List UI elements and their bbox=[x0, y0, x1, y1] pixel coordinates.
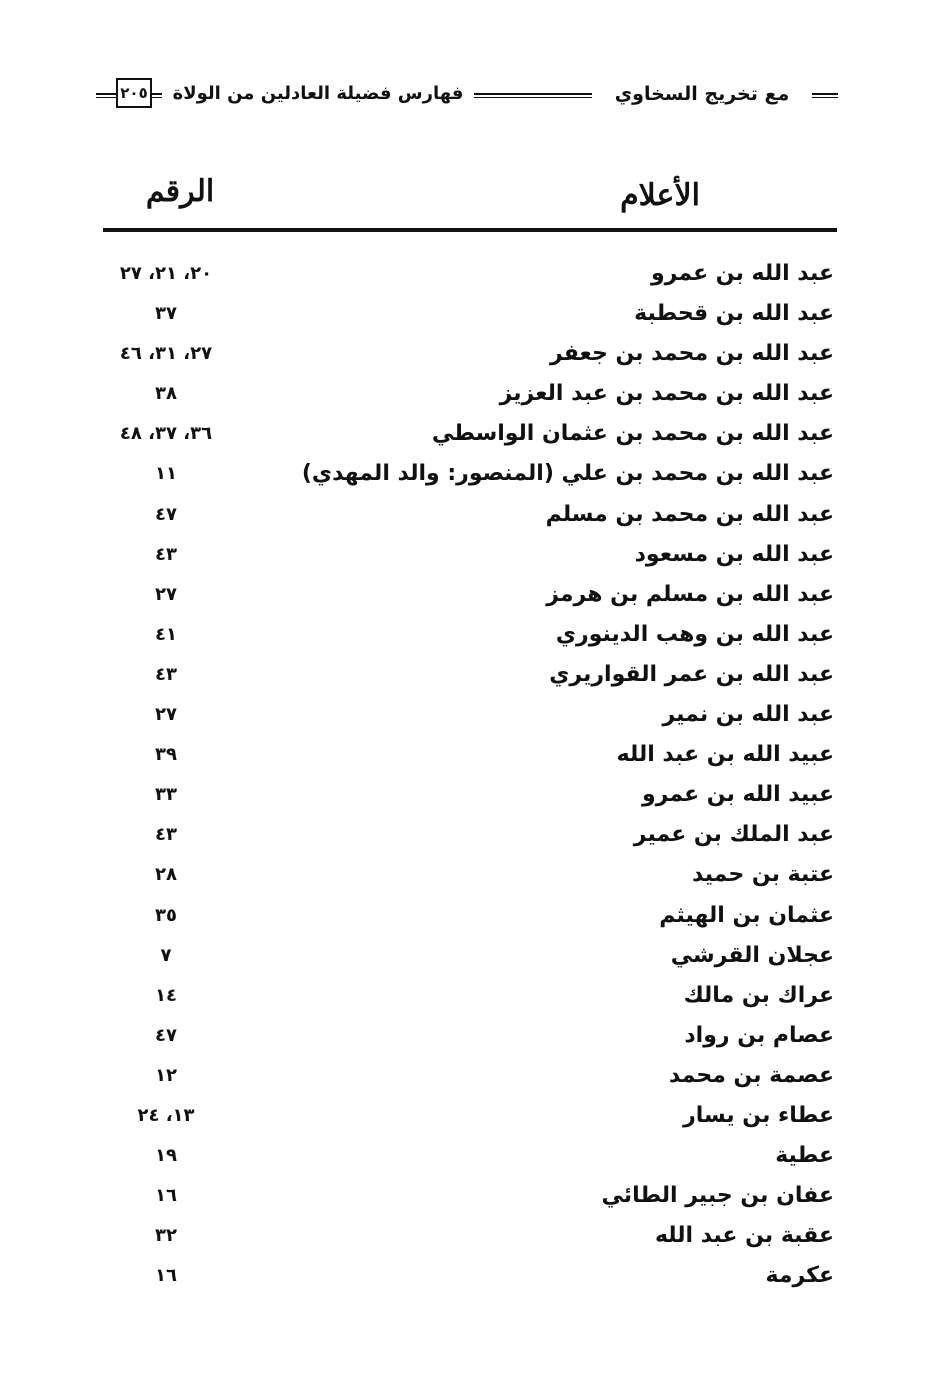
index-row bbox=[96, 575, 838, 615]
entry-name: عبد الله بن محمد بن عبد العزيز bbox=[499, 381, 834, 407]
entry-pages: ٤٧ bbox=[155, 503, 177, 525]
entry-pages: ٤٧ bbox=[155, 1024, 177, 1046]
entry-name: عبد الله بن محمد بن جعفر bbox=[550, 341, 834, 367]
entry-pages: ١٩ bbox=[155, 1145, 177, 1167]
header-rule bbox=[96, 93, 116, 98]
entry-name: عكرمة bbox=[765, 1263, 834, 1289]
entry-name: عبد الله بن مسلم بن هرمز bbox=[546, 581, 834, 607]
entry-name: عصمة بن محمد bbox=[668, 1062, 834, 1088]
index-row bbox=[96, 655, 838, 695]
entry-pages: ٤٣ bbox=[155, 824, 177, 846]
index-row bbox=[96, 1016, 838, 1056]
book-title: مع تخريج السخاوي bbox=[614, 83, 790, 105]
header-rule bbox=[474, 93, 592, 98]
entry-name: عقبة بن عبد الله bbox=[654, 1223, 834, 1249]
entry-name: عجلان القرشي bbox=[670, 942, 834, 968]
names-column-heading: الأعلام bbox=[620, 178, 700, 213]
entry-pages: ١٦ bbox=[155, 1265, 177, 1287]
index-row bbox=[96, 374, 838, 414]
entry-pages: ٢٠، ٢١، ٢٧ bbox=[119, 263, 213, 284]
entry-pages: ١١ bbox=[155, 463, 177, 485]
index-row bbox=[96, 294, 838, 334]
index-row bbox=[96, 615, 838, 655]
index-row bbox=[96, 775, 838, 815]
index-row bbox=[96, 1176, 838, 1216]
entry-pages: ٣٨ bbox=[155, 383, 177, 405]
entry-name: عبد الله بن محمد بن مسلم bbox=[545, 501, 834, 527]
entry-pages: ٢٧ bbox=[155, 704, 177, 726]
entry-pages: ٣٢ bbox=[155, 1225, 177, 1247]
page-number: ٢٠٥ bbox=[116, 78, 152, 108]
entry-name: عبد الملك بن عمير bbox=[633, 822, 834, 848]
index-row bbox=[96, 1216, 838, 1256]
pages-column-heading: الرقم bbox=[145, 174, 215, 209]
entry-name: عبد الله بن قحطبة bbox=[634, 301, 834, 327]
index-row bbox=[96, 735, 838, 775]
entry-name: عبد الله بن محمد بن علي (المنصور: والد المهدي) bbox=[301, 461, 834, 487]
entry-name: عبد الله بن وهب الدينوري bbox=[555, 621, 834, 647]
entry-name: عبد الله بن عمرو bbox=[650, 261, 834, 286]
header-rule bbox=[812, 93, 838, 98]
entry-pages: ٧ bbox=[160, 944, 172, 966]
entry-name: عطاء بن يسار bbox=[683, 1102, 834, 1128]
entry-name: عبد الله بن عمر القواريري bbox=[549, 661, 834, 687]
entry-name: عبد الله بن محمد بن عثمان الواسطي bbox=[431, 421, 834, 447]
index-row bbox=[96, 495, 838, 535]
entry-pages: ٢٨ bbox=[155, 864, 177, 886]
index-row bbox=[96, 815, 838, 855]
heading-divider bbox=[103, 228, 837, 232]
entry-pages: ٣٧ bbox=[155, 303, 177, 325]
entry-pages: ٢٧ bbox=[155, 583, 177, 605]
entry-pages: ٢٧، ٣١، ٤٦ bbox=[119, 343, 213, 365]
entry-name: عراك بن مالك bbox=[683, 982, 834, 1008]
entry-name: عتبة بن حميد bbox=[691, 862, 834, 888]
index-row bbox=[96, 1056, 838, 1096]
entry-pages: ٣٣ bbox=[155, 784, 177, 806]
index-row bbox=[96, 1136, 838, 1176]
entry-name: عثمان بن الهيثم bbox=[659, 902, 834, 928]
entry-pages: ٣٦، ٣٧، ٤٨ bbox=[119, 423, 213, 445]
index-row bbox=[96, 1256, 838, 1296]
header-rule bbox=[152, 93, 162, 98]
index-row bbox=[96, 334, 838, 374]
entry-pages: ٤٣ bbox=[155, 663, 177, 685]
index-row bbox=[96, 1096, 838, 1136]
entry-name: عبد الله بن مسعود bbox=[634, 541, 834, 567]
entry-pages: ٣٥ bbox=[155, 904, 177, 926]
entry-name: عبيد الله بن عبد الله bbox=[616, 742, 834, 768]
index-row bbox=[96, 414, 838, 454]
entry-pages: ١٤ bbox=[155, 984, 177, 1006]
index-row bbox=[96, 896, 838, 936]
entry-name: عبد الله بن نمير bbox=[662, 702, 834, 728]
entry-pages: ١٢ bbox=[155, 1064, 177, 1086]
entry-name: عفان بن جبير الطائي bbox=[601, 1183, 834, 1209]
entry-pages: ١٣، ٢٤ bbox=[137, 1104, 195, 1126]
index-list bbox=[96, 254, 838, 1296]
index-row bbox=[96, 254, 838, 294]
entry-pages: ٤١ bbox=[155, 623, 177, 645]
index-row bbox=[96, 855, 838, 895]
entry-pages: ١٦ bbox=[155, 1185, 177, 1207]
index-title: فهارس فضيلة العادلين من الولاة bbox=[172, 83, 464, 104]
index-row bbox=[96, 535, 838, 575]
index-row bbox=[96, 936, 838, 976]
entry-name: عبيد الله بن عمرو bbox=[642, 782, 834, 808]
entry-name: عطية bbox=[775, 1143, 834, 1169]
index-row bbox=[96, 454, 838, 494]
index-row bbox=[96, 695, 838, 735]
entry-pages: ٣٩ bbox=[155, 744, 177, 766]
entry-name: عصام بن رواد bbox=[684, 1022, 834, 1048]
entry-pages: ٤٣ bbox=[155, 543, 177, 565]
running-header bbox=[96, 74, 838, 118]
index-row bbox=[96, 976, 838, 1016]
